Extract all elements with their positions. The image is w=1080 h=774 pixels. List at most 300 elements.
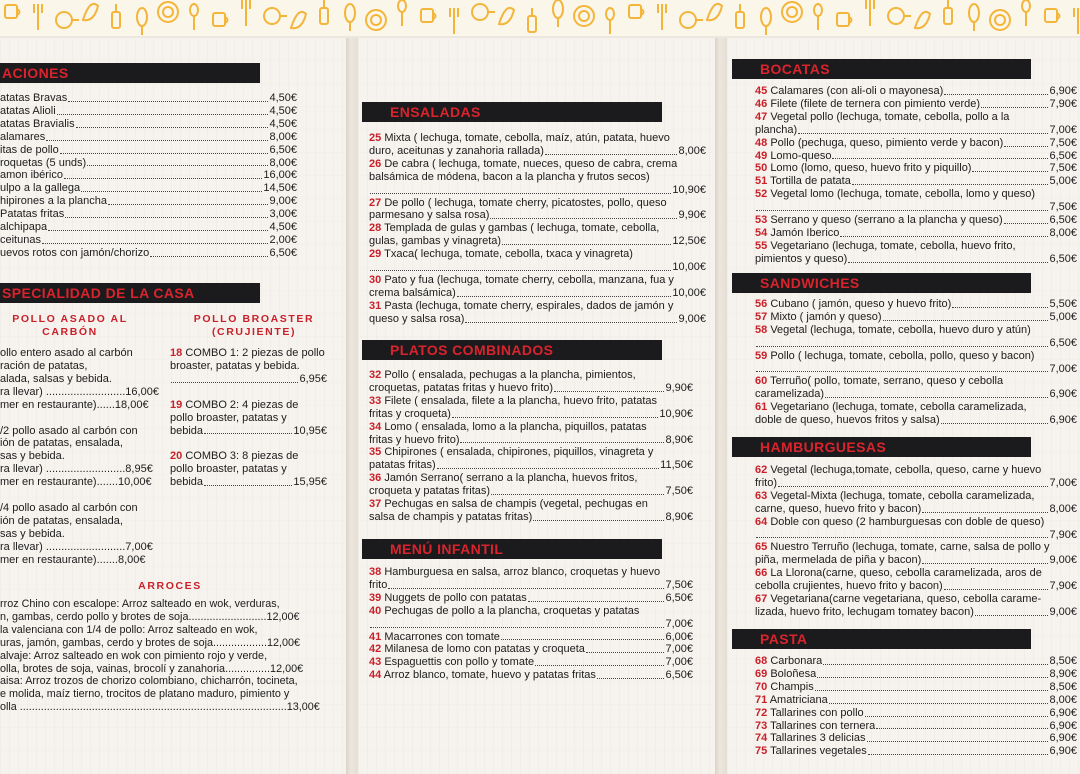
item-number: 73 <box>755 719 768 732</box>
item-number: 66 <box>755 567 768 580</box>
spacer <box>0 412 162 425</box>
item-description-line <box>755 593 1077 606</box>
item-text: fritas y croqueta) <box>369 407 451 420</box>
item-price-line <box>755 529 1077 542</box>
dot-leader <box>76 126 269 128</box>
item-price: 8,90€ <box>665 433 693 446</box>
dot-leader <box>465 321 677 323</box>
menu-item <box>0 157 297 170</box>
item-text-wrap <box>369 145 544 158</box>
combo-number: 18 <box>170 347 183 359</box>
bottle-icon <box>528 8 536 32</box>
spacer <box>0 489 162 502</box>
item-description-line <box>369 395 693 408</box>
dot-leader <box>852 183 1049 185</box>
combo-price-line <box>170 476 327 489</box>
item-text-wrap <box>369 579 387 592</box>
item-description-line <box>369 197 706 210</box>
plate-icon <box>574 6 594 26</box>
dot-leader <box>535 664 664 666</box>
leaf-icon <box>915 12 930 28</box>
menu-item <box>755 324 1077 350</box>
item-price-line <box>755 414 1077 427</box>
item-text: Milanesa de lomo con patatas y croqueta <box>384 643 585 656</box>
menu-item <box>755 745 1077 758</box>
dot-leader <box>60 152 269 154</box>
item-text: La Llorona(carne, queso, cebolla caramelizada, aros de <box>770 567 1042 580</box>
dot-leader <box>865 715 1049 717</box>
item-number: 42 <box>369 643 382 656</box>
item-name: hipirones a la plancha <box>0 195 108 208</box>
pan-icon <box>56 12 79 28</box>
item-description-line <box>369 369 693 382</box>
item-text: frito <box>369 578 388 591</box>
item-text: Tallarines 3 delicias <box>770 732 866 745</box>
cup-icon <box>837 13 852 26</box>
combo-text: pollo broaster, patatas y <box>170 463 287 476</box>
item-text-wrap <box>755 298 951 311</box>
item-text: plancha) <box>755 123 798 136</box>
menu-item <box>369 472 693 498</box>
item-price-line <box>755 655 1077 668</box>
item-price: 7,00€ <box>665 656 693 669</box>
item-number: 48 <box>755 136 768 149</box>
item-price: 10,00€ <box>672 261 706 274</box>
item-text: Pollo ( lechuga, tomate, cebolla, pollo, queso y bacon) <box>770 349 1035 362</box>
dot-leader <box>815 689 1049 691</box>
item-description-line <box>369 171 706 184</box>
item-text: Tallarines vegetales <box>770 745 867 758</box>
item-text-wrap <box>755 606 974 619</box>
item-text-wrap <box>755 214 1003 227</box>
combo-item <box>170 399 327 438</box>
item-name: ceitunas <box>0 233 41 246</box>
text-line: e molida, maíz tierno, trocitos de platano maduro, pimiento y <box>0 688 290 701</box>
combo-description-line <box>170 347 327 360</box>
item-price-line <box>369 643 693 656</box>
combo-description-line <box>170 412 327 425</box>
menu-item <box>369 274 706 300</box>
item-text-wrap <box>369 313 464 326</box>
text-line: olla, brotes de soja, vainas, brocolí y zanahoria...............12,00€ <box>0 662 304 675</box>
item-text-wrap <box>369 631 500 644</box>
item-text: De pollo ( lechuga, tomate cherry, picatostes, pollo, queso <box>384 196 667 209</box>
menu-item <box>0 105 297 118</box>
dot-leader <box>817 676 1048 678</box>
pan-icon <box>888 8 911 24</box>
item-number: 62 <box>755 464 768 476</box>
item-number: 72 <box>755 706 768 719</box>
bottle-icon <box>944 0 952 24</box>
menu-item <box>755 593 1077 619</box>
dot-leader <box>452 416 658 418</box>
menu-item <box>755 541 1077 567</box>
item-description-line <box>755 350 1077 363</box>
menu-item <box>755 464 1077 490</box>
item-text-wrap <box>755 227 839 240</box>
item-price-line <box>755 162 1077 175</box>
item-price: 4,50€ <box>269 92 297 104</box>
item-text: parmesano y salsa rosa) <box>369 209 490 222</box>
item-price: 5,00€ <box>1049 310 1077 323</box>
item-text: Jamón Serrano( serrano a la plancha, huevos fritos, <box>384 472 638 485</box>
item-price-line <box>755 745 1077 758</box>
item-text-wrap <box>755 745 867 758</box>
dot-leader <box>204 432 292 434</box>
dot-leader <box>586 651 665 653</box>
item-price-line <box>369 408 693 421</box>
item-text: Tallarines con pollo <box>770 706 864 719</box>
item-name: atatas Bravialis <box>0 117 75 130</box>
text-line: la valenciana con 1/4 de pollo: Arroz salteado en wok, <box>0 623 258 636</box>
dot-leader <box>554 390 664 392</box>
item-price: 8,90€ <box>1049 667 1077 680</box>
menu-item <box>755 732 1077 745</box>
dot-leader <box>825 396 1048 398</box>
item-text: Templada de gulas y gambas ( lechuga, tomate, cebolla, <box>384 222 660 235</box>
item-description-line <box>755 567 1077 580</box>
dot-leader <box>42 242 268 244</box>
item-number: 37 <box>369 498 382 511</box>
item-text-wrap <box>755 85 943 98</box>
item-text: Vegetariano (lechuga, tomate, cebolla caramelizada, <box>770 401 1027 414</box>
item-number: 31 <box>369 299 382 312</box>
menu-item <box>369 369 693 395</box>
whisk-icon <box>553 0 563 27</box>
item-text-wrap <box>755 477 777 490</box>
item-price: 6,00€ <box>665 630 693 643</box>
item-price: 6,50€ <box>1049 214 1077 227</box>
pollo-broaster-combos <box>170 347 327 489</box>
item-text-wrap <box>755 503 921 516</box>
item-text-wrap <box>755 175 851 188</box>
section-header-ensaladas: ENSALADAS <box>362 102 662 122</box>
text-line: ra llevar) ..........................7,00€ <box>0 540 153 553</box>
item-description-line <box>755 188 1077 201</box>
dot-leader <box>437 467 660 469</box>
plate-icon <box>366 10 386 30</box>
menu-item <box>0 195 297 208</box>
item-text: Nuggets de pollo con patatas <box>384 591 527 604</box>
item-price-line <box>369 579 693 592</box>
item-price-line <box>755 668 1077 681</box>
item-price-line <box>369 618 693 631</box>
item-text: Filete (filete de ternera con pimiento verde) <box>770 97 981 110</box>
item-price-line <box>369 656 693 669</box>
item-number: 68 <box>755 655 768 667</box>
item-number: 27 <box>369 196 382 209</box>
dot-leader <box>975 614 1049 616</box>
spoon-icon <box>1022 0 1030 26</box>
menu-item <box>0 234 297 247</box>
dot-leader <box>1004 222 1049 224</box>
sandwiches-list <box>755 298 1077 427</box>
menu-item <box>755 720 1077 733</box>
dot-leader <box>778 485 1048 487</box>
dot-leader <box>171 381 298 383</box>
item-text-wrap <box>369 643 585 656</box>
panel-fold <box>715 38 727 774</box>
menu-item <box>755 137 1077 150</box>
dot-leader <box>370 269 671 271</box>
item-text: Lomo (lomo, queso, huevo frito y piquillo) <box>770 162 972 175</box>
item-price-line <box>755 707 1077 720</box>
menu-item <box>755 111 1077 137</box>
menu-item <box>369 421 693 447</box>
item-text: Pollo (pechuga, queso, pimiento verde y bacon) <box>770 136 1004 149</box>
combo-text: COMBO 2: 4 piezas de <box>185 398 299 411</box>
item-price-line <box>755 298 1077 311</box>
dot-leader <box>528 600 665 602</box>
menu-item <box>369 643 693 656</box>
item-text: crema balsámica) <box>369 286 456 299</box>
dot-leader <box>501 638 665 640</box>
leaf-icon <box>499 8 514 24</box>
fork-icon <box>450 8 458 34</box>
item-number: 63 <box>755 489 768 502</box>
item-price: 9,90€ <box>665 381 693 394</box>
item-text: piña, mermelada de piña y bacon) <box>755 554 922 567</box>
dot-leader <box>48 229 268 231</box>
item-price: 14,50€ <box>263 182 297 195</box>
item-number: 61 <box>755 401 768 414</box>
text-line: ración de patatas, <box>0 359 88 372</box>
text-line: uras, jamón, gambas, cerdo y brotes de soja..................12,00€ <box>0 636 301 649</box>
item-number: 25 <box>369 132 382 144</box>
section-header-raciones: ACIONES <box>0 63 260 83</box>
menu-item <box>369 669 693 682</box>
item-price-line <box>755 606 1077 619</box>
item-text: Lomo ( ensalada, lomo a la plancha, piquillos, patatas <box>384 420 647 433</box>
dot-leader <box>545 153 678 155</box>
item-price: 16,00€ <box>263 169 297 182</box>
item-number: 40 <box>369 604 382 617</box>
item-name: atatas Bravas <box>0 92 68 104</box>
item-price: 6,90€ <box>1049 745 1077 758</box>
item-text-wrap <box>755 580 943 593</box>
item-number: 30 <box>369 273 382 286</box>
item-text-wrap <box>755 694 828 707</box>
menu-item <box>369 605 693 631</box>
dot-leader <box>57 113 269 115</box>
item-number: 54 <box>755 226 768 239</box>
item-price: 9,00€ <box>1049 605 1077 618</box>
item-text: Pechugas en salsa de champis (vegetal, pechugas en <box>384 498 648 511</box>
combo-text: pollo broaster, patatas y <box>170 411 287 424</box>
arroces-list <box>0 598 330 714</box>
menu-item <box>0 182 297 195</box>
text-line: ollo entero asado al carbón <box>0 347 133 359</box>
section-header-especialidad: SPECIALIDAD DE LA CASA <box>0 283 260 303</box>
item-text: doble de queso, huevos fritos y salsa) <box>755 414 940 427</box>
item-price: 8,00€ <box>1049 693 1077 706</box>
item-price: 6,90€ <box>1049 719 1077 732</box>
item-text: patatas fritas) <box>369 459 436 472</box>
combo-text: broaster, patatas y bebida. <box>170 359 300 372</box>
combo-text: COMBO 3: 8 piezas de <box>185 450 299 463</box>
dot-leader <box>46 139 268 141</box>
dot-leader <box>490 217 677 219</box>
cup-icon <box>213 13 228 26</box>
combo-price: 6,95€ <box>299 372 327 385</box>
item-number: 41 <box>369 630 382 643</box>
dot-leader <box>502 243 671 245</box>
item-description-line <box>755 490 1077 503</box>
menu-item <box>369 197 706 223</box>
dot-leader <box>867 740 1049 742</box>
item-number: 60 <box>755 375 768 388</box>
arroces-title: ARROCES <box>138 580 202 592</box>
item-price-line <box>369 511 693 524</box>
dot-leader <box>922 562 1048 564</box>
item-price-line <box>755 720 1077 733</box>
item-text: Pechugas de pollo a la plancha, croquetas y patatas <box>384 604 640 617</box>
menu-item <box>755 375 1077 401</box>
item-description-line <box>755 324 1077 337</box>
item-description-line <box>755 541 1077 554</box>
pasta-list <box>755 655 1077 758</box>
cup-icon <box>629 5 644 18</box>
item-number: 47 <box>755 110 768 123</box>
item-number: 28 <box>369 222 382 235</box>
menu-item <box>755 567 1077 593</box>
item-text: Champis <box>770 680 814 693</box>
item-text: fritas y huevo frito) <box>369 433 460 446</box>
item-price: 10,00€ <box>672 286 706 299</box>
item-price: 6,50€ <box>269 143 297 156</box>
item-price-line <box>755 388 1077 401</box>
menu-item <box>369 158 706 197</box>
item-number: 69 <box>755 667 768 680</box>
item-price-line <box>755 85 1077 98</box>
item-price: 6,90€ <box>1049 388 1077 401</box>
item-price: 8,00€ <box>1049 226 1077 239</box>
item-price: 6,90€ <box>1049 85 1077 97</box>
item-name: uevos rotos con jamón/chorizo <box>0 246 150 259</box>
item-text: cebolla crujientes, huevo frito y bacon) <box>755 580 943 593</box>
dot-leader <box>823 663 1048 665</box>
item-text-wrap <box>755 414 940 427</box>
item-number: 74 <box>755 732 768 745</box>
item-description-line <box>755 375 1077 388</box>
item-price: 8,00€ <box>269 156 297 169</box>
item-text: Arroz blanco, tomate, huevo y patatas fritas <box>383 669 596 682</box>
item-price-line <box>369 434 693 447</box>
ensaladas-list <box>369 132 706 326</box>
item-name: atatas Alioli <box>0 104 56 117</box>
combo-text: COMBO 1: 2 piezas de pollo <box>185 347 325 359</box>
text-line: aisa: Arroz trozos de chorizo colombiano, chicharrón, tocineta, <box>0 675 298 688</box>
item-number: 38 <box>369 566 382 578</box>
spoon-icon <box>606 8 614 34</box>
menu-item <box>0 208 297 221</box>
item-text-wrap <box>369 408 451 421</box>
menu-item <box>0 118 297 131</box>
cup-icon <box>1045 9 1060 22</box>
dot-leader <box>87 164 268 166</box>
text-line: sas y bebida. <box>0 527 65 540</box>
item-description-line <box>369 274 706 287</box>
menu-item <box>0 169 297 182</box>
item-text-wrap <box>755 388 824 401</box>
item-text: Boloñesa <box>770 667 817 680</box>
menu-item <box>755 350 1077 376</box>
item-description-line <box>369 132 706 145</box>
item-description-line <box>755 401 1077 414</box>
item-text-wrap <box>369 382 553 395</box>
dot-leader <box>756 370 1048 372</box>
item-number: 35 <box>369 446 382 459</box>
dot-leader <box>868 753 1049 755</box>
item-price-line <box>755 150 1077 163</box>
dot-leader <box>981 106 1048 108</box>
item-price-line <box>369 184 706 197</box>
bottle-icon <box>112 4 120 28</box>
spoon-icon <box>814 4 822 30</box>
item-price: 4,50€ <box>269 221 297 234</box>
dot-leader <box>64 177 262 179</box>
dot-leader <box>876 727 1048 729</box>
leaf-icon <box>83 4 98 20</box>
item-price: 6,50€ <box>1049 336 1077 349</box>
item-number: 59 <box>755 349 768 362</box>
item-text: Tallarines con ternera <box>770 719 876 732</box>
item-price-line <box>755 580 1077 593</box>
hamburguesas-list <box>755 464 1077 619</box>
fork-icon <box>34 4 42 30</box>
fork-icon <box>1074 8 1080 34</box>
bottle-icon <box>320 0 328 24</box>
cup-icon <box>421 9 436 22</box>
item-description-line <box>755 464 1077 477</box>
spoon-icon <box>398 0 406 26</box>
menu-item <box>755 85 1077 98</box>
spoon-icon <box>190 4 198 30</box>
item-price-line <box>755 98 1077 111</box>
pollo-broaster-title <box>170 313 338 339</box>
item-price: 7,50€ <box>1049 201 1077 214</box>
menu-infantil-list <box>369 566 693 682</box>
item-price: 7,00€ <box>665 617 693 630</box>
item-price: 7,50€ <box>665 578 693 591</box>
item-text: carne, queso, huevo frito y bacon) <box>755 502 922 515</box>
item-text: Amatriciana <box>769 693 828 706</box>
item-price-line <box>755 137 1077 150</box>
item-price-line <box>755 175 1077 188</box>
item-description-line <box>755 111 1077 124</box>
combo-text: bebida <box>170 476 204 489</box>
item-text-wrap <box>755 732 866 745</box>
item-name: alamares <box>0 130 46 143</box>
item-text: gulas, gambas y vinagreta) <box>369 235 502 248</box>
item-text-wrap <box>755 162 971 175</box>
item-number: 46 <box>755 97 768 110</box>
item-price: 11,50€ <box>660 459 693 472</box>
menu-item <box>369 248 706 274</box>
leaf-icon <box>291 12 306 28</box>
item-text: Vegetal lomo (lechuga, tomate, cebolla, lomo y queso) <box>770 188 1036 201</box>
dot-leader <box>150 255 268 257</box>
item-number: 71 <box>755 693 768 706</box>
item-number: 67 <box>755 593 768 606</box>
menu-item <box>369 498 693 524</box>
text-line: ra llevar) ..........................16,00€ <box>0 385 159 398</box>
item-number: 33 <box>369 394 382 407</box>
item-description-line <box>369 472 693 485</box>
dot-leader <box>108 203 268 205</box>
combo-price: 10,95€ <box>293 424 327 437</box>
text-line: ión de patatas, ensalada, <box>0 514 123 527</box>
